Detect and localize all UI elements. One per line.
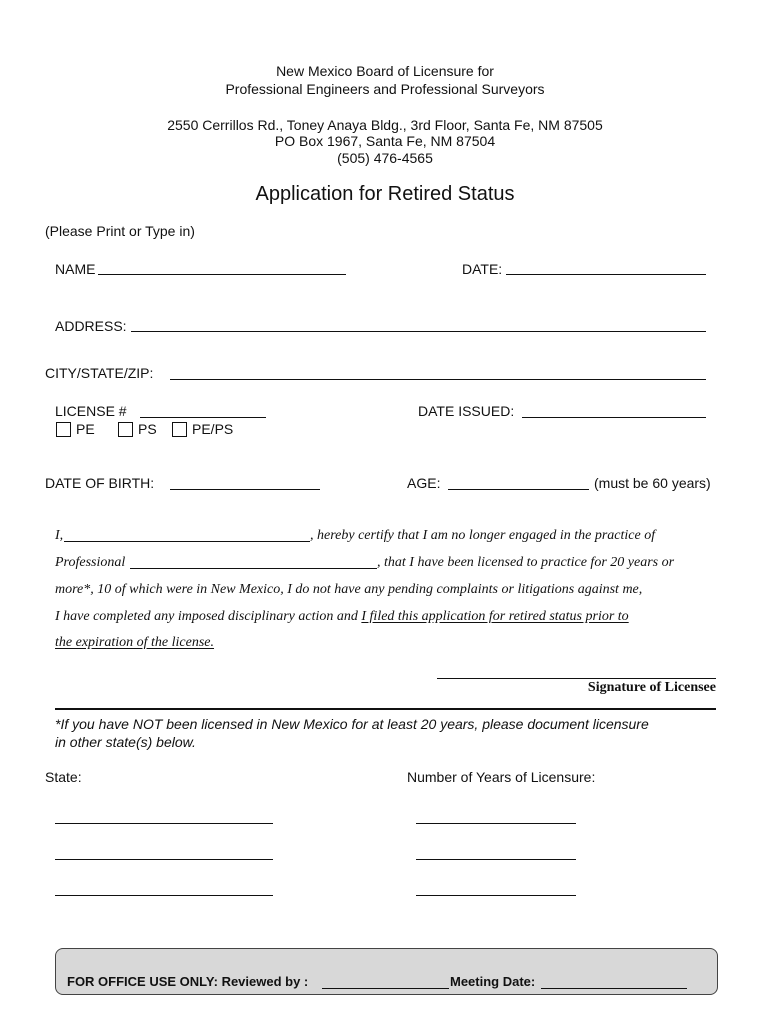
years-column-label: Number of Years of Licensure: <box>407 769 596 785</box>
state-column-label: State: <box>45 769 82 785</box>
footnote-line1: *If you have NOT been licensed in New Mexico for at least 20 years, please document licensure <box>55 716 649 732</box>
age-field[interactable] <box>448 489 589 490</box>
section-divider <box>55 708 716 710</box>
state-field-2[interactable] <box>55 859 273 860</box>
office-reviewed-label: FOR OFFICE USE ONLY: Reviewed by : <box>67 974 309 989</box>
org-address-line1: 2550 Cerrillos Rd., Toney Anaya Bldg., 3rd Floor, Santa Fe, NM 87505 <box>167 117 603 133</box>
certification-line2: , that I have been licensed to practice for 20 years or <box>377 555 675 570</box>
name-field[interactable] <box>98 274 346 275</box>
org-name-line2: Professional Engineers and Professional Surveyors <box>225 81 545 97</box>
peps-checkbox-label: PE/PS <box>192 421 234 437</box>
pe-checkbox-label: PE <box>76 421 95 437</box>
certification-line1: , hereby certify that I am no longer engaged in the practice of <box>310 528 656 543</box>
profession-field[interactable] <box>130 568 377 569</box>
date-label: DATE: <box>462 261 503 277</box>
certification-line4 <box>55 609 629 625</box>
address-label: ADDRESS: <box>55 318 127 334</box>
org-address-line2: PO Box 1967, Santa Fe, NM 87504 <box>274 133 496 149</box>
city-state-zip-field[interactable] <box>170 379 706 380</box>
meeting-date-field[interactable] <box>541 988 687 989</box>
certification-prefix: I, <box>55 528 64 543</box>
years-field-2[interactable] <box>416 859 576 860</box>
certification-line2-prefix: Professional <box>55 555 126 570</box>
years-field-1[interactable] <box>416 823 576 824</box>
city-state-zip-label: CITY/STATE/ZIP: <box>45 365 154 381</box>
peps-checkbox[interactable] <box>172 422 187 437</box>
certification-line4-text: I have completed any imposed disciplinary action and <box>55 609 362 624</box>
address-field[interactable] <box>131 331 706 332</box>
state-field-1[interactable] <box>55 823 273 824</box>
name-label: NAME <box>55 261 96 277</box>
org-phone: (505) 476-4565 <box>337 150 433 166</box>
instruction-text: (Please Print or Type in) <box>45 223 195 239</box>
ps-checkbox[interactable] <box>118 422 133 437</box>
pe-checkbox[interactable] <box>56 422 71 437</box>
state-field-3[interactable] <box>55 895 273 896</box>
date-issued-field[interactable] <box>522 417 706 418</box>
age-requirement-note: (must be 60 years) <box>594 475 711 491</box>
certifier-name-field[interactable] <box>64 541 310 542</box>
years-field-3[interactable] <box>416 895 576 896</box>
reviewed-by-field[interactable] <box>322 988 449 989</box>
certification-line5: the expiration of the license. <box>55 635 215 650</box>
signature-label: Signature of Licensee <box>587 680 716 695</box>
org-name-line1: New Mexico Board of Licensure for <box>276 63 494 79</box>
date-issued-label: DATE ISSUED: <box>418 403 515 419</box>
signature-field[interactable] <box>437 678 716 679</box>
form-title: Application for Retired Status <box>255 183 515 205</box>
footnote-line2: in other state(s) below. <box>55 734 196 750</box>
date-field[interactable] <box>506 274 706 275</box>
date-of-birth-label: DATE OF BIRTH: <box>45 475 155 491</box>
license-number-label: LICENSE # <box>55 403 127 419</box>
ps-checkbox-label: PS <box>138 421 157 437</box>
certification-line3: more*, 10 of which were in New Mexico, I do not have any pending complaints or litigations against me, <box>55 582 643 597</box>
office-meeting-date-label: Meeting Date: <box>450 974 536 989</box>
license-number-field[interactable] <box>140 417 266 418</box>
date-of-birth-field[interactable] <box>170 489 320 490</box>
age-label: AGE: <box>407 475 441 491</box>
certification-line4-underlined: I filed this application for retired status prior to <box>361 609 629 624</box>
